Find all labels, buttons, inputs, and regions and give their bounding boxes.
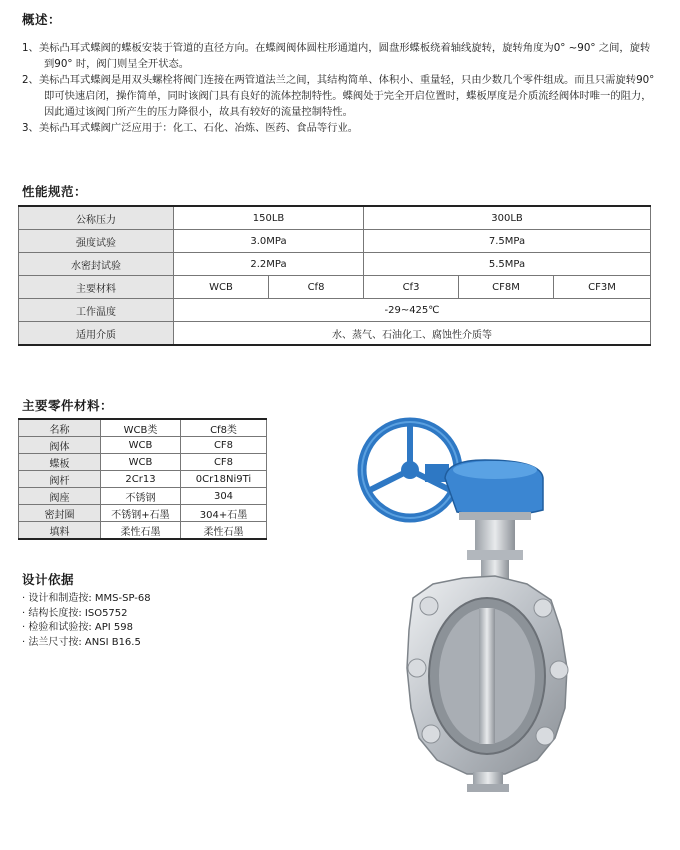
performance-table — [18, 205, 651, 346]
parts-heading: 主要零件材料： — [22, 398, 114, 413]
part-wcb: WCB — [101, 437, 181, 454]
material-cf8: Cf8 — [269, 276, 364, 299]
part-name: 阀杆 — [19, 471, 101, 488]
performance-heading: 性能规范： — [22, 184, 88, 199]
table-row — [19, 437, 267, 454]
valve-stem-icon — [467, 520, 523, 584]
part-name: 阀体 — [19, 437, 101, 454]
part-name: 密封圈 — [19, 505, 101, 522]
design-item: · 设计和制造按: MMS-SP-68 — [22, 592, 151, 607]
table-row — [19, 299, 651, 322]
table-row — [19, 419, 267, 437]
media-label: 适用介质 — [19, 322, 174, 346]
material-cf3: Cf3 — [364, 276, 459, 299]
part-wcb: 不锈钢 — [101, 488, 181, 505]
material-wcb: WCB — [174, 276, 269, 299]
part-wcb: WCB — [101, 454, 181, 471]
strength-label: 强度试验 — [19, 230, 174, 253]
material-cf8m: CF8M — [459, 276, 554, 299]
part-cf8: CF8 — [181, 437, 267, 454]
overview-list — [22, 40, 657, 136]
material-label: 主要材料 — [19, 276, 174, 299]
table-row — [19, 322, 651, 346]
part-name: 阀座 — [19, 488, 101, 505]
valve-body-icon — [407, 576, 568, 774]
part-wcb: 柔性石墨 — [101, 522, 181, 540]
pressure-300lb: 300LB — [364, 206, 651, 230]
part-name: 蝶板 — [19, 454, 101, 471]
part-wcb: 2Cr13 — [101, 471, 181, 488]
overview-item-3: 3、美标凸耳式蝶阀广泛应用于：化工、石化、冶炼、医药、食品等行业。 — [22, 122, 359, 134]
table-row — [19, 471, 267, 488]
butterfly-valve-image — [355, 408, 577, 800]
part-cf8: 304 — [181, 488, 267, 505]
table-row — [19, 253, 651, 276]
water-test-label: 水密封试验 — [19, 253, 174, 276]
material-cf3m: CF3M — [554, 276, 651, 299]
overview-item-2: 2、美标凸耳式蝶阀是用双头螺栓将阀门连接在两管道法兰之间，其结构简单、体积小、重量轻，只由少数几个零件组成。而且只需旋转90° 即可快速启闭，操作简单，同时该阀门具有良好的流体控制特性。蝶阀处于完全开启位置时，蝶板厚度是介质流经阀体时唯一的阻力，因此通过该阀门所产生的压力降很小，故具有较好的流量控制特性。 — [22, 74, 655, 118]
bottom-boss-icon — [467, 772, 509, 792]
pressure-150lb: 150LB — [174, 206, 364, 230]
table-row — [19, 488, 267, 505]
table-row — [19, 454, 267, 471]
table-row — [19, 505, 267, 522]
part-cf8: 0Cr18Ni9Ti — [181, 471, 267, 488]
part-name: 填料 — [19, 522, 101, 540]
design-item: · 法兰尺寸按: ANSI B16.5 — [22, 636, 151, 651]
water-test-300lb: 5.5MPa — [364, 253, 651, 276]
part-cf8: 304+石墨 — [181, 505, 267, 522]
pressure-label: 公称压力 — [19, 206, 174, 230]
strength-300lb: 7.5MPa — [364, 230, 651, 253]
temp-label: 工作温度 — [19, 299, 174, 322]
part-wcb: 不锈钢+石墨 — [101, 505, 181, 522]
table-row — [19, 276, 651, 299]
parts-header-wcb: WCB类 — [101, 419, 181, 437]
parts-table — [18, 418, 267, 540]
design-list — [22, 592, 151, 650]
overview-heading: 概述： — [22, 12, 62, 27]
parts-header-cf8: Cf8类 — [181, 419, 267, 437]
design-item: · 结构长度按: ISO5752 — [22, 607, 151, 622]
media-value: 水、蒸气、石油化工、腐蚀性介质等 — [174, 322, 651, 346]
temp-value: -29~425℃ — [174, 299, 651, 322]
part-cf8: CF8 — [181, 454, 267, 471]
overview-item-1: 1、美标凸耳式蝶阀的蝶板安装于管道的直径方向。在蝶阀阀体圆柱形通道内，圆盘形蝶板绕着轴线旋转，旋转角度为0° ~90° 之间，旋转到90° 时，阀门则呈全开状态。 — [22, 42, 651, 70]
water-test-150lb: 2.2MPa — [174, 253, 364, 276]
strength-150lb: 3.0MPa — [174, 230, 364, 253]
part-cf8: 柔性石墨 — [181, 522, 267, 540]
table-row — [19, 206, 651, 230]
table-row — [19, 522, 267, 540]
parts-header-name: 名称 — [19, 419, 101, 437]
table-row — [19, 230, 651, 253]
design-heading: 设计依据 — [22, 572, 75, 587]
design-item: · 检验和试验按: API 598 — [22, 621, 151, 636]
